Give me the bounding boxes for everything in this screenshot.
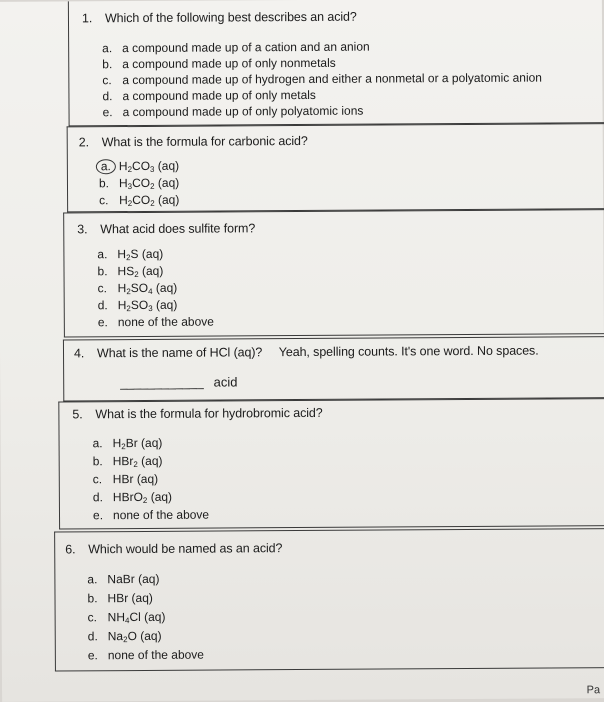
answer-suffix: acid	[213, 374, 238, 390]
q1-option-b[interactable]: b. a compound made up of only nonmetals	[102, 55, 336, 72]
answer-blank[interactable]: ____________	[120, 375, 204, 391]
question-number: 1.	[81, 11, 93, 26]
question-4-stem: 4. What is the name of HCl (aq)? Yeah, spelling counts. It's one word. No spaces.	[73, 343, 539, 361]
question-1-stem	[82, 10, 357, 26]
question-4-note: Yeah, spelling counts. It's one word. No spaces.	[278, 343, 539, 360]
q1-option-d[interactable]: d. a compound made up of only metals	[102, 87, 316, 104]
question-3-stem: 3. What acid does sulfite form?	[77, 221, 256, 237]
q5-option-b[interactable]: b. HBr$_2$ (aq)	[92, 453, 163, 470]
selected-answer-circle: a.	[96, 159, 116, 174]
q6-option-b[interactable]: b. HBr (aq)	[87, 590, 153, 606]
question-5-stem: 5. What is the formula for hydrobromic acid?	[72, 405, 323, 422]
q3-option-b[interactable]: b. $HS_2$ (aq)	[97, 263, 164, 280]
q5-option-e[interactable]: e. none of the above	[92, 507, 210, 523]
q2-option-b[interactable]: b. $H_3CO_2$ (aq)	[98, 175, 180, 192]
question-2-stem: 2. What is the formula for carbonic acid?	[78, 133, 308, 150]
q2-option-a[interactable]: a. $H_2CO_3$ (aq)	[99, 159, 179, 174]
q6-option-d[interactable]: d. $Na_2O$ (aq)	[87, 628, 162, 645]
question-text: Which of the following best describes an acid?	[104, 9, 357, 26]
q5-option-d[interactable]: d. HBrO$_2$ (aq)	[92, 489, 173, 505]
q3-option-d[interactable]: d. $H_2SO_3$ (aq)	[97, 297, 178, 314]
q5-option-a[interactable]: a. $H_2Br$ (aq)	[92, 435, 163, 452]
q1-option-e[interactable]: e. a compound made up of only polyatomic ions	[102, 103, 364, 120]
q5-option-c[interactable]: c. HBr (aq)	[92, 471, 159, 487]
q1-option-a[interactable]: a. a compound made up of a cation and an anion	[102, 39, 370, 56]
q6-option-c[interactable]: c. $NH_4Cl$ (aq)	[87, 609, 166, 626]
q3-option-c[interactable]: c. $H_2SO_4$ (aq)	[97, 280, 178, 297]
page-label: Pa	[586, 684, 601, 697]
q1-option-c[interactable]: c. a compound made up of hydrogen and either a nonmetal or a polyatomic anion	[102, 70, 542, 88]
question-4-answer-line[interactable]	[120, 374, 237, 390]
q2-option-c[interactable]: c. $H_2CO_2$ (aq)	[99, 192, 180, 209]
q3-option-a[interactable]: a. $H_2S$ (aq)	[97, 246, 164, 263]
question-6-stem: 6. Which would be named as an acid?	[65, 541, 283, 557]
q3-option-e[interactable]: e. none of the above	[97, 314, 214, 330]
q6-option-e[interactable]: e. none of the above	[87, 647, 204, 663]
q6-option-a[interactable]: a. NaBr (aq)	[87, 571, 160, 587]
